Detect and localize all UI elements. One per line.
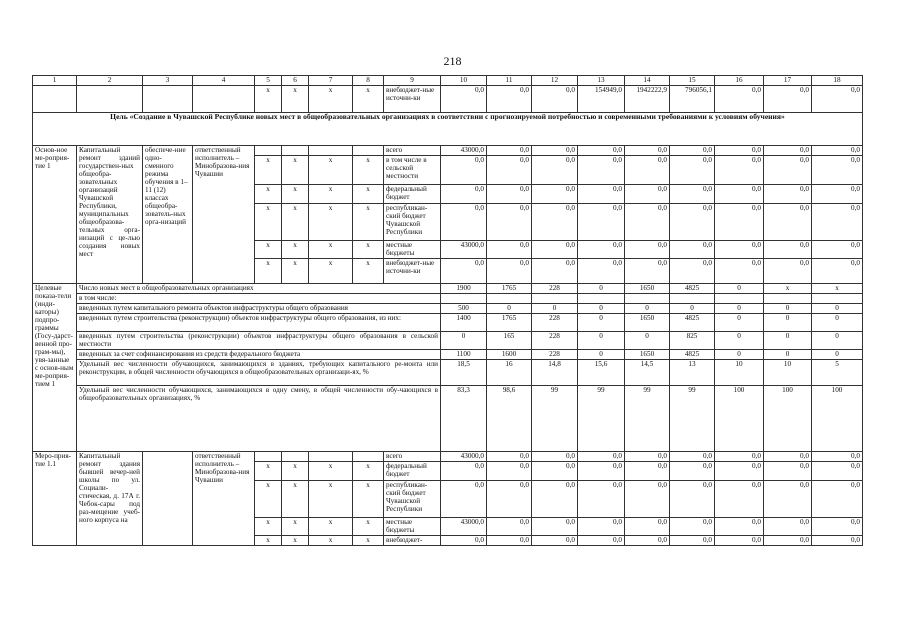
header-cell: 4 bbox=[193, 76, 255, 86]
value-cell: 0,0 bbox=[670, 462, 715, 481]
value-cell: 0,0 bbox=[625, 481, 670, 518]
indicator-value: 14,8 bbox=[532, 360, 578, 386]
header-cell: 3 bbox=[143, 76, 193, 86]
value-cell: 0,0 bbox=[715, 156, 764, 185]
indicator-value: 4825 bbox=[670, 284, 715, 294]
value-cell: 0,0 bbox=[812, 518, 863, 536]
header-cell: 11 bbox=[487, 76, 532, 86]
source-cell: местные бюджеты bbox=[384, 518, 441, 536]
x-mark-cell: x bbox=[353, 536, 384, 546]
indicator-value: 0 bbox=[578, 332, 625, 350]
indicator-value: 0 bbox=[812, 350, 863, 360]
value-cell: 1942222,9 bbox=[625, 86, 670, 113]
value-cell: 0,0 bbox=[764, 86, 812, 113]
indicator-value: 10 bbox=[764, 360, 812, 386]
header-cell: 12 bbox=[532, 76, 578, 86]
indicator-value: 0 bbox=[578, 304, 625, 314]
x-mark-cell: x bbox=[309, 518, 353, 536]
value-cell: 0,0 bbox=[812, 185, 863, 204]
x-mark-cell: x bbox=[309, 481, 353, 518]
executor-cell: ответственный исполнитель – Минобразова-ния Чувашии bbox=[193, 452, 255, 546]
value-cell: 0,0 bbox=[670, 518, 715, 536]
value-cell: 0,0 bbox=[670, 185, 715, 204]
value-cell: 0,0 bbox=[487, 156, 532, 185]
indicator-text: введенных за счет софинансирования из средств федерального бюджета bbox=[77, 350, 441, 360]
value-cell: 0,0 bbox=[715, 462, 764, 481]
goal-row bbox=[33, 113, 863, 146]
value-cell: 0,0 bbox=[764, 146, 812, 156]
value-cell: 0,0 bbox=[812, 462, 863, 481]
x-mark-cell bbox=[353, 452, 384, 462]
empty-cell bbox=[193, 86, 255, 113]
header-cell: 5 bbox=[255, 76, 282, 86]
source-cell: в том числе в сельской местности bbox=[384, 156, 441, 185]
x-mark-cell: x bbox=[353, 518, 384, 536]
indicator-value: 0 bbox=[812, 304, 863, 314]
indicator-value: 100 bbox=[812, 386, 863, 452]
indicator-text: введенных путем капитального ремонта объектов инфраструктуры общего образования bbox=[77, 304, 441, 314]
value-cell: 0,0 bbox=[715, 185, 764, 204]
value-cell: 0,0 bbox=[532, 259, 578, 284]
indicator-value: 0 bbox=[578, 284, 625, 294]
block2-row bbox=[33, 452, 863, 462]
indicator-row bbox=[33, 284, 863, 294]
x-mark-cell: x bbox=[282, 462, 309, 481]
indicator-value: 100 bbox=[764, 386, 812, 452]
x-mark-cell: x bbox=[255, 156, 282, 185]
indicator-value: 0 bbox=[764, 314, 812, 332]
header-cell: 6 bbox=[282, 76, 309, 86]
value-cell: 0,0 bbox=[625, 146, 670, 156]
value-cell: 0,0 bbox=[441, 156, 487, 185]
value-cell: 0,0 bbox=[764, 481, 812, 518]
value-cell: 0,0 bbox=[441, 462, 487, 481]
indicator-value: 228 bbox=[532, 284, 578, 294]
status-cell: Основ-ное ме-роприя-тие 1 bbox=[33, 146, 77, 284]
value-cell: 0,0 bbox=[487, 185, 532, 204]
x-mark-cell: x bbox=[353, 481, 384, 518]
indicator-value bbox=[487, 294, 532, 304]
indicator-value: 1900 bbox=[441, 284, 487, 294]
value-cell: 0,0 bbox=[441, 86, 487, 113]
value-cell: 43000,0 bbox=[441, 241, 487, 259]
indicator-value: 1400 bbox=[441, 314, 487, 332]
value-cell: 0,0 bbox=[532, 241, 578, 259]
value-cell: 0,0 bbox=[764, 156, 812, 185]
x-mark-cell: x bbox=[309, 204, 353, 241]
value-cell: 0,0 bbox=[487, 462, 532, 481]
indicator-value: 4825 bbox=[670, 314, 715, 332]
x-mark-cell bbox=[353, 146, 384, 156]
x-mark-cell: x bbox=[282, 241, 309, 259]
x-mark-cell: x bbox=[282, 536, 309, 546]
indicator-value bbox=[670, 294, 715, 304]
indicator-value: 0 bbox=[764, 332, 812, 350]
value-cell: 0,0 bbox=[578, 536, 625, 546]
source-cell: внебюджет-ные источни-ки bbox=[384, 86, 441, 113]
x-mark-cell bbox=[282, 146, 309, 156]
indicator-value bbox=[625, 294, 670, 304]
value-cell: 0,0 bbox=[578, 452, 625, 462]
x-mark-cell: x bbox=[353, 241, 384, 259]
x-mark-cell: x bbox=[353, 259, 384, 284]
value-cell: 0,0 bbox=[578, 146, 625, 156]
value-cell: 0,0 bbox=[578, 156, 625, 185]
value-cell: 0,0 bbox=[715, 536, 764, 546]
value-cell: 154949,0 bbox=[578, 86, 625, 113]
indicator-value: 165 bbox=[487, 332, 532, 350]
x-mark-cell: x bbox=[255, 204, 282, 241]
value-cell: 0,0 bbox=[441, 259, 487, 284]
value-cell: 0,0 bbox=[625, 452, 670, 462]
indicator-value: 14,5 bbox=[625, 360, 670, 386]
indicator-value: 1650 bbox=[625, 350, 670, 360]
indicator-value: 0 bbox=[625, 304, 670, 314]
indicator-value: 4825 bbox=[670, 350, 715, 360]
value-cell: 0,0 bbox=[441, 204, 487, 241]
measure-name: Капитальный ремонт зданий государствен-ных общеобра-зовательных организаций Чувашской Республики, муниципальных общеобразова-тельных орга-низаций с це-лью создания новых мест bbox=[77, 146, 143, 284]
indicator-value bbox=[532, 294, 578, 304]
goal-title: Цель «Создание в Чувашской Республике новых мест в общеобразовательных организациях в соответствии с прогнозируемой потребностью и современными требованиями к условиям обучения» bbox=[33, 113, 863, 146]
x-mark-cell: x bbox=[353, 185, 384, 204]
source-cell: внебюджет- bbox=[384, 536, 441, 546]
value-cell: 0,0 bbox=[487, 536, 532, 546]
value-cell: 0,0 bbox=[441, 185, 487, 204]
indicator-value: 10 bbox=[715, 360, 764, 386]
value-cell: 0,0 bbox=[715, 241, 764, 259]
indicator-value: 0 bbox=[764, 304, 812, 314]
x-mark-cell: x bbox=[309, 156, 353, 185]
value-cell: 0,0 bbox=[715, 481, 764, 518]
x-mark-cell: x bbox=[309, 86, 353, 113]
indicator-text: введенных путем строительства (реконструкции) объектов инфраструктуры общего образования в сельской местности bbox=[77, 332, 441, 350]
value-cell: 0,0 bbox=[625, 536, 670, 546]
value-cell: 0,0 bbox=[578, 481, 625, 518]
value-cell: 796056,1 bbox=[670, 86, 715, 113]
measure-name: Капитальный ремонт здания бывшей вечер-ней школы по ул. Социали-стическая, д. 17А г. Чебок-сары под раз-мещение учеб-ного корпуса на bbox=[77, 452, 143, 546]
x-mark-cell: x bbox=[309, 241, 353, 259]
indicator-value: x bbox=[812, 284, 863, 294]
value-cell: 0,0 bbox=[812, 452, 863, 462]
indicators-label: Целевые показа-тели (инди-каторы) подпро-граммы (Госу-дарст-венной про-грам-мы), увя-занные с основ-ным ме-роприя-тием 1 bbox=[33, 284, 77, 452]
header-cell: 13 bbox=[578, 76, 625, 86]
source-cell: всего bbox=[384, 146, 441, 156]
value-cell: 43000,0 bbox=[441, 146, 487, 156]
indicator-value: 0 bbox=[670, 304, 715, 314]
value-cell: 0,0 bbox=[532, 146, 578, 156]
value-cell: 0,0 bbox=[764, 536, 812, 546]
value-cell: 0,0 bbox=[625, 156, 670, 185]
header-cell: 16 bbox=[715, 76, 764, 86]
indicator-row bbox=[33, 304, 863, 314]
x-mark-cell: x bbox=[255, 462, 282, 481]
indicator-row bbox=[33, 360, 863, 386]
value-cell: 0,0 bbox=[670, 536, 715, 546]
value-cell: 0,0 bbox=[715, 204, 764, 241]
header-cell: 15 bbox=[670, 76, 715, 86]
header-cell: 9 bbox=[384, 76, 441, 86]
header-row bbox=[33, 76, 863, 86]
empty-cell bbox=[33, 86, 77, 113]
value-cell: 0,0 bbox=[625, 241, 670, 259]
indicator-text: введенных путем строительства (реконструкции) объектов инфраструктуры общего образования, из них: bbox=[77, 314, 441, 332]
value-cell: 0,0 bbox=[670, 481, 715, 518]
indicator-value: 1650 bbox=[625, 284, 670, 294]
indicator-value: 100 bbox=[715, 386, 764, 452]
x-mark-cell: x bbox=[353, 86, 384, 113]
program-table-wrapper bbox=[32, 75, 862, 546]
indicator-value: 5 bbox=[812, 360, 863, 386]
source-cell: местные бюджеты bbox=[384, 241, 441, 259]
task-cell bbox=[143, 452, 193, 546]
x-mark-cell: x bbox=[282, 86, 309, 113]
header-cell: 10 bbox=[441, 76, 487, 86]
indicator-value bbox=[578, 294, 625, 304]
value-cell: 0,0 bbox=[715, 452, 764, 462]
value-cell: 0,0 bbox=[764, 462, 812, 481]
value-cell: 0,0 bbox=[812, 204, 863, 241]
indicator-value: 0 bbox=[764, 350, 812, 360]
value-cell: 0,0 bbox=[625, 518, 670, 536]
value-cell: 0,0 bbox=[578, 204, 625, 241]
value-cell: 0,0 bbox=[625, 259, 670, 284]
x-mark-cell: x bbox=[255, 259, 282, 284]
x-mark-cell: x bbox=[282, 185, 309, 204]
x-mark-cell: x bbox=[282, 259, 309, 284]
indicator-value: 0 bbox=[715, 284, 764, 294]
program-table bbox=[32, 75, 863, 546]
value-cell: 0,0 bbox=[764, 241, 812, 259]
value-cell: 0,0 bbox=[670, 241, 715, 259]
value-cell: 0,0 bbox=[532, 452, 578, 462]
value-cell: 0,0 bbox=[715, 86, 764, 113]
indicator-value: 0 bbox=[715, 314, 764, 332]
x-mark-cell: x bbox=[255, 241, 282, 259]
empty-cell bbox=[143, 86, 193, 113]
indicator-value: 0 bbox=[812, 314, 863, 332]
indicator-value: 13 bbox=[670, 360, 715, 386]
value-cell: 0,0 bbox=[764, 204, 812, 241]
indicator-value: 0 bbox=[578, 314, 625, 332]
value-cell: 0,0 bbox=[578, 241, 625, 259]
header-cell: 17 bbox=[764, 76, 812, 86]
value-cell: 0,0 bbox=[670, 204, 715, 241]
indicator-row bbox=[33, 386, 863, 452]
indicator-value: 98,6 bbox=[487, 386, 532, 452]
x-mark-cell: x bbox=[309, 462, 353, 481]
indicator-row bbox=[33, 294, 863, 304]
x-mark-cell bbox=[282, 452, 309, 462]
value-cell: 0,0 bbox=[670, 259, 715, 284]
value-cell: 0,0 bbox=[764, 452, 812, 462]
task-cell: обеспече-ние одно-сменного режима обучения в 1–11 (12) классах общеобра-зователь-ных орга-низаций bbox=[143, 146, 193, 284]
x-mark-cell bbox=[309, 146, 353, 156]
value-cell: 0,0 bbox=[670, 146, 715, 156]
x-mark-cell: x bbox=[255, 481, 282, 518]
indicator-value: 0 bbox=[578, 350, 625, 360]
x-mark-cell: x bbox=[282, 156, 309, 185]
indicator-value: 0 bbox=[715, 332, 764, 350]
value-cell: 0,0 bbox=[812, 481, 863, 518]
value-cell: 0,0 bbox=[532, 185, 578, 204]
value-cell: 0,0 bbox=[812, 259, 863, 284]
value-cell: 0,0 bbox=[812, 241, 863, 259]
x-mark-cell: x bbox=[255, 518, 282, 536]
indicator-value: 825 bbox=[670, 332, 715, 350]
page-number: 218 bbox=[443, 54, 462, 68]
indicator-value: 1600 bbox=[487, 350, 532, 360]
value-cell: 0,0 bbox=[532, 518, 578, 536]
x-mark-cell: x bbox=[309, 185, 353, 204]
x-mark-cell: x bbox=[255, 536, 282, 546]
value-cell: 43000,0 bbox=[441, 452, 487, 462]
indicator-value: 99 bbox=[625, 386, 670, 452]
value-cell: 0,0 bbox=[715, 259, 764, 284]
source-cell: внебюджет-ные источни-ки bbox=[384, 259, 441, 284]
x-mark-cell: x bbox=[255, 86, 282, 113]
indicator-value: 0 bbox=[532, 304, 578, 314]
x-mark-cell: x bbox=[282, 204, 309, 241]
source-cell: федеральный бюджет bbox=[384, 185, 441, 204]
indicator-row bbox=[33, 350, 863, 360]
value-cell: 0,0 bbox=[625, 185, 670, 204]
indicator-value bbox=[764, 294, 812, 304]
value-cell: 0,0 bbox=[670, 452, 715, 462]
value-cell: 0,0 bbox=[532, 462, 578, 481]
indicator-value bbox=[715, 294, 764, 304]
indicator-value: 228 bbox=[532, 350, 578, 360]
value-cell: 0,0 bbox=[625, 204, 670, 241]
empty-cell bbox=[77, 86, 143, 113]
indicator-value: 228 bbox=[532, 332, 578, 350]
x-mark-cell: x bbox=[353, 204, 384, 241]
source-cell: федеральный бюджет bbox=[384, 462, 441, 481]
source-cell: всего bbox=[384, 452, 441, 462]
x-mark-cell: x bbox=[282, 481, 309, 518]
value-cell: 0,0 bbox=[487, 452, 532, 462]
value-cell: 0,0 bbox=[578, 185, 625, 204]
value-cell: 0,0 bbox=[578, 518, 625, 536]
indicator-value: 1100 bbox=[441, 350, 487, 360]
value-cell: 0,0 bbox=[812, 536, 863, 546]
x-mark-cell bbox=[309, 452, 353, 462]
indicator-value bbox=[441, 294, 487, 304]
value-cell: 0,0 bbox=[764, 185, 812, 204]
x-mark-cell: x bbox=[309, 536, 353, 546]
indicator-value: x bbox=[764, 284, 812, 294]
value-cell: 0,0 bbox=[812, 156, 863, 185]
indicator-value: 18,5 bbox=[441, 360, 487, 386]
indicator-value: 1765 bbox=[487, 284, 532, 294]
value-cell: 0,0 bbox=[715, 518, 764, 536]
indicator-row bbox=[33, 332, 863, 350]
indicator-value: 0 bbox=[487, 304, 532, 314]
indicator-value: 15,6 bbox=[578, 360, 625, 386]
value-cell: 0,0 bbox=[487, 204, 532, 241]
value-cell: 0,0 bbox=[532, 86, 578, 113]
value-cell: 0,0 bbox=[812, 86, 863, 113]
indicator-value bbox=[812, 294, 863, 304]
indicator-value: 0 bbox=[441, 332, 487, 350]
value-cell: 0,0 bbox=[487, 518, 532, 536]
source-cell: республикан-ский бюджет Чувашской Республики bbox=[384, 204, 441, 241]
indicator-value: 1765 bbox=[487, 314, 532, 332]
value-cell: 0,0 bbox=[441, 481, 487, 518]
x-mark-cell bbox=[255, 452, 282, 462]
indicator-row bbox=[33, 314, 863, 332]
indicator-text: Удельный вес численности обучающихся, занимающихся в зданиях, требующих капитального ре-монта или реконструкции, в общей численности обучающихся в общеобразовательных организаци-ях, % bbox=[77, 360, 441, 386]
value-cell: 0,0 bbox=[670, 156, 715, 185]
indicator-value: 0 bbox=[715, 350, 764, 360]
header-cell: 1 bbox=[33, 76, 77, 86]
indicator-value: 228 bbox=[532, 314, 578, 332]
header-cell: 18 bbox=[812, 76, 863, 86]
value-cell: 0,0 bbox=[487, 146, 532, 156]
value-cell: 0,0 bbox=[812, 146, 863, 156]
indicator-value: 83,3 bbox=[441, 386, 487, 452]
x-mark-cell: x bbox=[255, 185, 282, 204]
value-cell: 0,0 bbox=[764, 259, 812, 284]
x-mark-cell: x bbox=[353, 156, 384, 185]
x-mark-cell: x bbox=[282, 518, 309, 536]
value-cell: 0,0 bbox=[532, 204, 578, 241]
indicator-value: 500 bbox=[441, 304, 487, 314]
indicator-text: Число новых мест в общеобразовательных организациях bbox=[77, 284, 441, 294]
header-cell: 2 bbox=[77, 76, 143, 86]
value-cell: 0,0 bbox=[441, 536, 487, 546]
indicator-value: 0 bbox=[812, 332, 863, 350]
status-cell: Меро-прия-тие 1.1 bbox=[33, 452, 77, 546]
block1-row bbox=[33, 146, 863, 156]
value-cell: 0,0 bbox=[578, 259, 625, 284]
source-cell: республикан-ский бюджет Чувашской Республики bbox=[384, 481, 441, 518]
value-cell: 43000,0 bbox=[441, 518, 487, 536]
indicator-value: 1650 bbox=[625, 314, 670, 332]
value-cell: 0,0 bbox=[625, 462, 670, 481]
continuation-row bbox=[33, 86, 863, 113]
executor-cell: ответственный исполнитель – Минобразова-ния Чувашии bbox=[193, 146, 255, 284]
value-cell: 0,0 bbox=[578, 462, 625, 481]
value-cell: 0,0 bbox=[487, 481, 532, 518]
indicator-value: 99 bbox=[670, 386, 715, 452]
x-mark-cell: x bbox=[309, 259, 353, 284]
header-cell: 8 bbox=[353, 76, 384, 86]
indicator-value: 0 bbox=[715, 304, 764, 314]
value-cell: 0,0 bbox=[764, 518, 812, 536]
indicator-value: 99 bbox=[532, 386, 578, 452]
x-mark-cell bbox=[255, 146, 282, 156]
value-cell: 0,0 bbox=[487, 86, 532, 113]
indicator-text: Удельный вес численности обучающихся, занимающихся в одну смену, в общей численности обу-чающихся в общеобразовательных организациях, % bbox=[77, 386, 441, 452]
indicator-text: в том числе: bbox=[77, 294, 441, 304]
indicator-value: 16 bbox=[487, 360, 532, 386]
header-cell: 14 bbox=[625, 76, 670, 86]
value-cell: 0,0 bbox=[487, 241, 532, 259]
value-cell: 0,0 bbox=[715, 146, 764, 156]
indicator-value: 0 bbox=[625, 332, 670, 350]
value-cell: 0,0 bbox=[487, 259, 532, 284]
value-cell: 0,0 bbox=[532, 481, 578, 518]
x-mark-cell: x bbox=[353, 462, 384, 481]
value-cell: 0,0 bbox=[532, 156, 578, 185]
indicator-value: 99 bbox=[578, 386, 625, 452]
header-cell: 7 bbox=[309, 76, 353, 86]
value-cell: 0,0 bbox=[532, 536, 578, 546]
